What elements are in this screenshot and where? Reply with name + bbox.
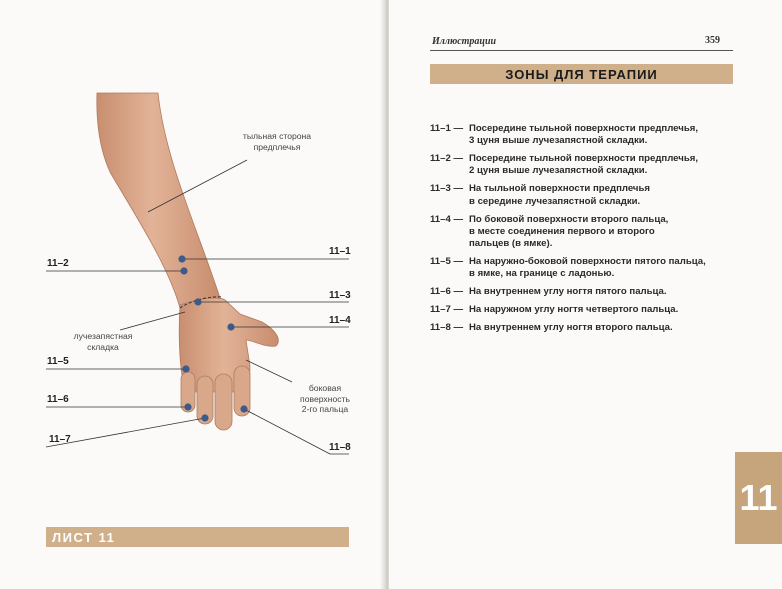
entry-text: По боковой поверхности второго пальца, в месте соединения первого и второго пальцев (в ямке). bbox=[469, 213, 669, 250]
forearm bbox=[97, 93, 220, 308]
point-11-1 bbox=[178, 255, 185, 262]
right-page bbox=[389, 0, 782, 589]
entry-text: На наружно-боковой поверхности пятого пальца, в ямке, на границе с ладонью. bbox=[469, 256, 706, 280]
list-item bbox=[430, 183, 730, 207]
entry-code: 11–4 — bbox=[430, 213, 464, 225]
label-11-5: 11–5 bbox=[47, 356, 69, 367]
annotation-forearm-back: тыльная сторона предплечья bbox=[242, 131, 312, 152]
entry-text: На внутреннем углу ногтя второго пальца. bbox=[469, 322, 673, 334]
chapter-tab-number: 11 bbox=[739, 477, 778, 518]
entry-text: Посередине тыльной поверхности предплечья, 2 цуня выше лучезапястной складки. bbox=[469, 153, 699, 177]
label-11-7: 11–7 bbox=[49, 434, 71, 445]
list-item bbox=[430, 153, 730, 177]
list-item bbox=[430, 123, 730, 147]
entry-text: На наружном углу ногтя четвертого пальца. bbox=[469, 304, 679, 316]
entry-code: 11–6 — bbox=[430, 286, 464, 298]
list-item bbox=[430, 304, 730, 316]
sheet-title: ЛИСТ 11 bbox=[52, 529, 116, 545]
entry-code: 11–1 — bbox=[430, 123, 464, 134]
label-11-4: 11–4 bbox=[329, 315, 351, 326]
entry-text: Посередине тыльной поверхности предплечья, 3 цуня выше лучезапястной складки. bbox=[469, 123, 699, 147]
point-11-4 bbox=[227, 323, 234, 330]
list-item bbox=[430, 214, 730, 251]
point-11-2 bbox=[180, 267, 187, 274]
entry-code: 11–3 — bbox=[430, 183, 464, 195]
left-page bbox=[0, 0, 387, 589]
point-11-8 bbox=[240, 405, 247, 412]
section-banner bbox=[430, 64, 733, 84]
entry-text: На тыльной поверхности предплечья в середине лучезапястной складки. bbox=[469, 183, 650, 207]
point-11-7 bbox=[201, 414, 208, 421]
list-item bbox=[430, 322, 730, 334]
header-rule bbox=[430, 50, 733, 51]
point-11-6 bbox=[184, 403, 191, 410]
label-11-6: 11–6 bbox=[47, 394, 69, 405]
finger-third bbox=[215, 374, 232, 430]
entry-text: На внутреннем углу ногтя пятого пальца. bbox=[469, 286, 667, 298]
annotation-finger-side: боковая поверхность 2-го пальца bbox=[300, 383, 350, 414]
list-item bbox=[430, 286, 730, 298]
entry-code: 11–7 — bbox=[430, 304, 464, 316]
list-item bbox=[430, 256, 730, 280]
running-header: Иллюстрации bbox=[432, 36, 497, 47]
label-11-3: 11–3 bbox=[329, 290, 351, 301]
page-number: 359 bbox=[705, 35, 720, 46]
point-11-5 bbox=[182, 365, 189, 372]
entry-code: 11–8 — bbox=[430, 322, 464, 334]
zone-list bbox=[430, 123, 730, 340]
chapter-tab bbox=[735, 452, 782, 544]
annotation-wrist-crease: лучезапястная складка bbox=[73, 331, 133, 352]
entry-code: 11–2 — bbox=[430, 153, 464, 165]
entry-code: 11–5 — bbox=[430, 256, 464, 268]
label-11-1: 11–1 bbox=[329, 246, 351, 257]
label-11-2: 11–2 bbox=[47, 258, 69, 269]
section-title: ЗОНЫ ДЛЯ ТЕРАПИИ bbox=[505, 66, 658, 82]
point-11-3 bbox=[194, 298, 201, 305]
sheet-banner bbox=[46, 527, 349, 547]
label-11-8: 11–8 bbox=[329, 442, 351, 453]
